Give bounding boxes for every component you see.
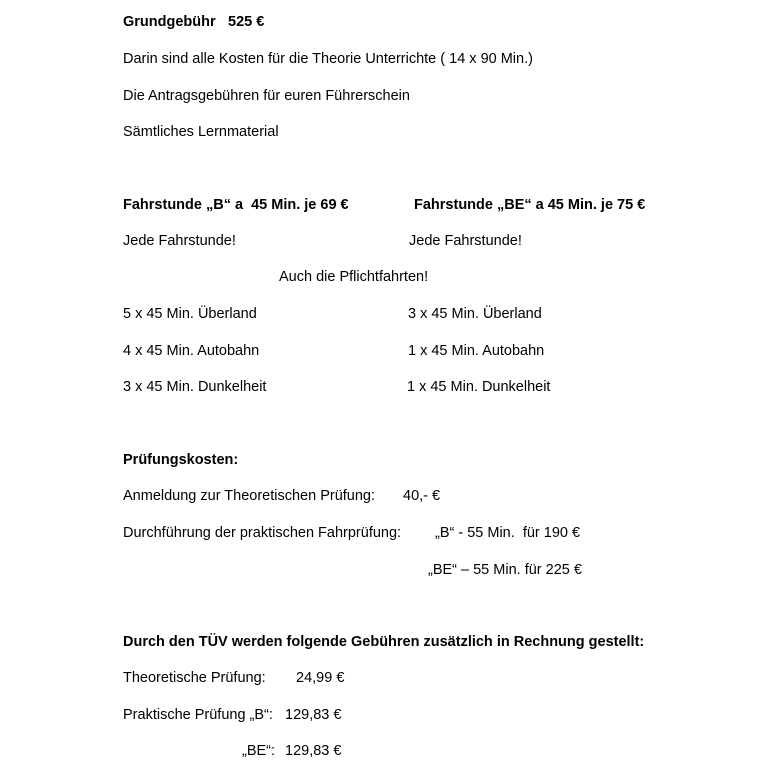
lesson-be-overland: 3 x 45 Min. Überland	[408, 306, 542, 322]
tuv-practical-b-label: Praktische Prüfung „B“:	[123, 707, 273, 723]
lesson-be-darkness: 1 x 45 Min. Dunkelheit	[407, 379, 551, 395]
exam-costs-heading: Prüfungskosten:	[123, 452, 239, 468]
tuv-theory-price: 24,99 €	[296, 670, 345, 686]
tuv-theory-label: Theoretische Prüfung:	[123, 670, 266, 686]
exam-practical-label: Durchführung der praktischen Fahrprüfung:	[123, 525, 402, 541]
base-fee-line-material: Sämtliches Lernmaterial	[123, 124, 279, 140]
tuv-fees-heading: Durch den TÜV werden folgende Gebühren zusätzlich in Rechnung gestellt:	[123, 634, 645, 650]
exam-theory-price: 40,- €	[403, 488, 441, 504]
tuv-practical-b-price: 129,83 €	[285, 707, 342, 723]
mandatory-drives-note: Auch die Pflichtfahrten!	[279, 269, 429, 285]
lesson-be-heading: Fahrstunde „BE“ a 45 Min. je 75 €	[414, 197, 646, 213]
lesson-b-autobahn: 4 x 45 Min. Autobahn	[123, 343, 260, 359]
lesson-b-heading: Fahrstunde „B“ a 45 Min. je 69 €	[123, 197, 349, 213]
lesson-b-each: Jede Fahrstunde!	[123, 233, 236, 249]
base-fee-line-application: Die Antragsgebühren für euren Führerschein	[123, 88, 410, 104]
base-fee-line-theory: Darin sind alle Kosten für die Theorie Unterrichte ( 14 x 90 Min.)	[123, 51, 533, 67]
base-fee-price: 525 €	[228, 14, 265, 30]
tuv-practical-be-label: „BE“:	[242, 743, 276, 759]
exam-practical-b: „B“ - 55 Min. für 190 €	[435, 525, 581, 541]
lesson-be-each: Jede Fahrstunde!	[409, 233, 522, 249]
lesson-be-autobahn: 1 x 45 Min. Autobahn	[408, 343, 545, 359]
exam-theory-label: Anmeldung zur Theoretischen Prüfung:	[123, 488, 376, 504]
tuv-practical-be-price: 129,83 €	[285, 743, 342, 759]
base-fee-heading: Grundgebühr	[123, 14, 216, 30]
lesson-b-darkness: 3 x 45 Min. Dunkelheit	[123, 379, 267, 395]
lesson-b-overland: 5 x 45 Min. Überland	[123, 306, 257, 322]
exam-practical-be: „BE“ – 55 Min. für 225 €	[428, 562, 582, 578]
